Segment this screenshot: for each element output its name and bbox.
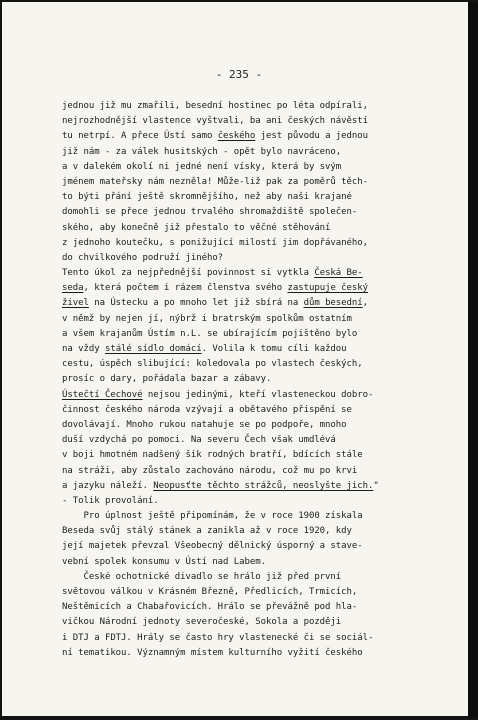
text-line [62, 342, 442, 357]
text-line [62, 114, 442, 129]
underlined-text: zastupuje český [287, 283, 369, 294]
text-line [62, 160, 442, 175]
text-segment: vební spolek konsumu v Ústí nad Labem. [62, 556, 267, 567]
text-line [62, 99, 442, 114]
underlined-text: seda [62, 283, 84, 294]
text-segment: z jednoho koutečku, s ponižující milostí jim dopřávaného, [62, 237, 369, 248]
text-segment: na stráži, aby zůstalo zachováno národu, což mu po krvi [62, 465, 358, 476]
text-segment: , která počtem i rázem členstva svého [83, 283, 288, 294]
text-line [62, 251, 442, 266]
text-segment: do chvilkového podruží jiného? [62, 252, 224, 263]
text-segment: ského, aby konečně již přestalo to věčné stěhování [62, 222, 331, 233]
text-line [62, 646, 442, 661]
text-segment: již nám - za válek husitských - opět bylo navráceno, [62, 146, 342, 157]
text-segment: světovou válkou v Krásném Březně, Předlicích, Trmicích, [62, 587, 358, 597]
text-segment: v němž by nejen jí, nýbrž i bratrským spolkům ostatním [62, 313, 352, 324]
text-line [62, 327, 442, 342]
text-line [62, 631, 442, 646]
text-segment: Beseda svůj stálý stánek a zanikla až v roce 1920, kdy [62, 526, 352, 537]
text-line [62, 448, 442, 463]
text-line [62, 403, 442, 418]
text-segment: na Ústecku a po mnoho let již sbírá na [88, 298, 304, 309]
text-segment: domohli se přece jednou trvalého shromaždiště společen- [62, 207, 358, 218]
text-line [62, 615, 442, 630]
text-segment: nejsou jedinými, kteří vlasteneckou dobro- [142, 389, 374, 400]
text-line [62, 509, 442, 524]
text-line [62, 464, 442, 479]
text-line [62, 372, 442, 387]
text-segment: i DTJ a FDTJ. Hrály se často hry vlastenecké či se sociál- [62, 632, 374, 643]
text-line [62, 221, 442, 236]
page-edge-shadow [468, 2, 478, 718]
text-segment: duší vzdychá po pomoci. Na severu Čech však umdlévá [62, 435, 336, 446]
text-line [62, 145, 442, 160]
text-segment: jménem mateřsky nám nezněla! Může-liž pak za poměrů těch- [62, 176, 369, 187]
text-segment: tu netrpí. A přece Ústí samo [62, 131, 218, 142]
underlined-text: stálé sídlo domácí [104, 344, 202, 354]
text-segment: ní tematikou. Významným místem kulturního vyžití českého [62, 647, 363, 658]
text-line [62, 296, 442, 311]
text-line [62, 555, 442, 570]
text-segment: a všem krajanům Ústím n.L. se ubírajícím pojištěno bylo [62, 328, 358, 339]
text-line [62, 600, 442, 615]
text-line [62, 479, 442, 494]
underlined-text: Neopusťte těchto strážců, neoslyšte jich. [153, 480, 374, 491]
text-segment: , [362, 298, 369, 309]
text-line [62, 205, 442, 220]
text-segment: - Tolik provolání. [62, 495, 159, 506]
text-segment: a jazyku náleží. [62, 480, 154, 491]
underlined-text: živel [62, 298, 89, 309]
text-segment: její majetek převzal Všeobecný dělnický úsporný a stave- [62, 541, 363, 552]
text-segment: České ochotnické divadlo se hrálo již před první [62, 571, 342, 582]
text-segment: prosíc o dary, pořádala bazar a zábavy. [62, 374, 272, 385]
text-segment: na vždy [62, 344, 105, 354]
text-segment: Tento úkol za nejpřednější povinnost si vytkla [62, 268, 315, 279]
text-line [62, 433, 442, 448]
text-segment: jest původu a jednou [255, 131, 369, 142]
text-segment: to býti přání ještě skromnějšího, než aby naši krajané [62, 192, 352, 203]
text-line [62, 175, 442, 190]
text-segment: cestu, úspěch slibující: koledovala po vlastech českých, [62, 359, 363, 370]
body-text [62, 99, 442, 661]
underlined-text: dům besední [303, 298, 363, 309]
text-line [62, 570, 442, 585]
text-line [62, 236, 442, 251]
text-line [62, 524, 442, 539]
text-line [62, 357, 442, 372]
text-line [62, 190, 442, 205]
underlined-text: Ústečtí Čechové [62, 389, 143, 400]
text-segment: a v dalekém okolí ni jedné není vísky, která by svým [62, 161, 342, 172]
text-line [62, 494, 442, 509]
text-segment: jednou již mu zmařili, besední hostinec po léta odpírali, [62, 101, 369, 111]
text-segment: činnost českého národa vzývají a obětavého přispění se [62, 404, 352, 415]
text-segment: Pro úplnost ještě připomínám, že v roce 1900 získala [62, 511, 363, 522]
text-line [62, 129, 442, 144]
text-segment: " [373, 480, 379, 491]
text-line [62, 539, 442, 554]
text-line [62, 585, 442, 600]
underlined-text: českého [217, 131, 256, 142]
text-line [62, 266, 442, 281]
text-line [62, 281, 442, 296]
text-segment: . Volila k tomu cíli každou [201, 344, 347, 354]
text-segment: dovolávají. Mnoho rukou natahuje se po podpoře, mnoho [62, 419, 347, 430]
page-number: - 235 - [215, 68, 263, 81]
text-segment: v boji hmotném nadšený šik rodných bratří, bdících stále [62, 450, 363, 461]
text-segment: Neštěmicích a Chabařovicích. Hrálo se převážně pod hla- [62, 602, 358, 613]
text-line [62, 388, 442, 403]
text-segment: nejrozhodnější vlastence vyštvali, ba ani českých návěstí [62, 116, 369, 127]
underlined-text: Česká Be- [314, 268, 363, 279]
text-segment: vičkou Národní jednoty severočeské, Sokola a později [62, 617, 342, 628]
text-line [62, 418, 442, 433]
text-line [62, 312, 442, 327]
